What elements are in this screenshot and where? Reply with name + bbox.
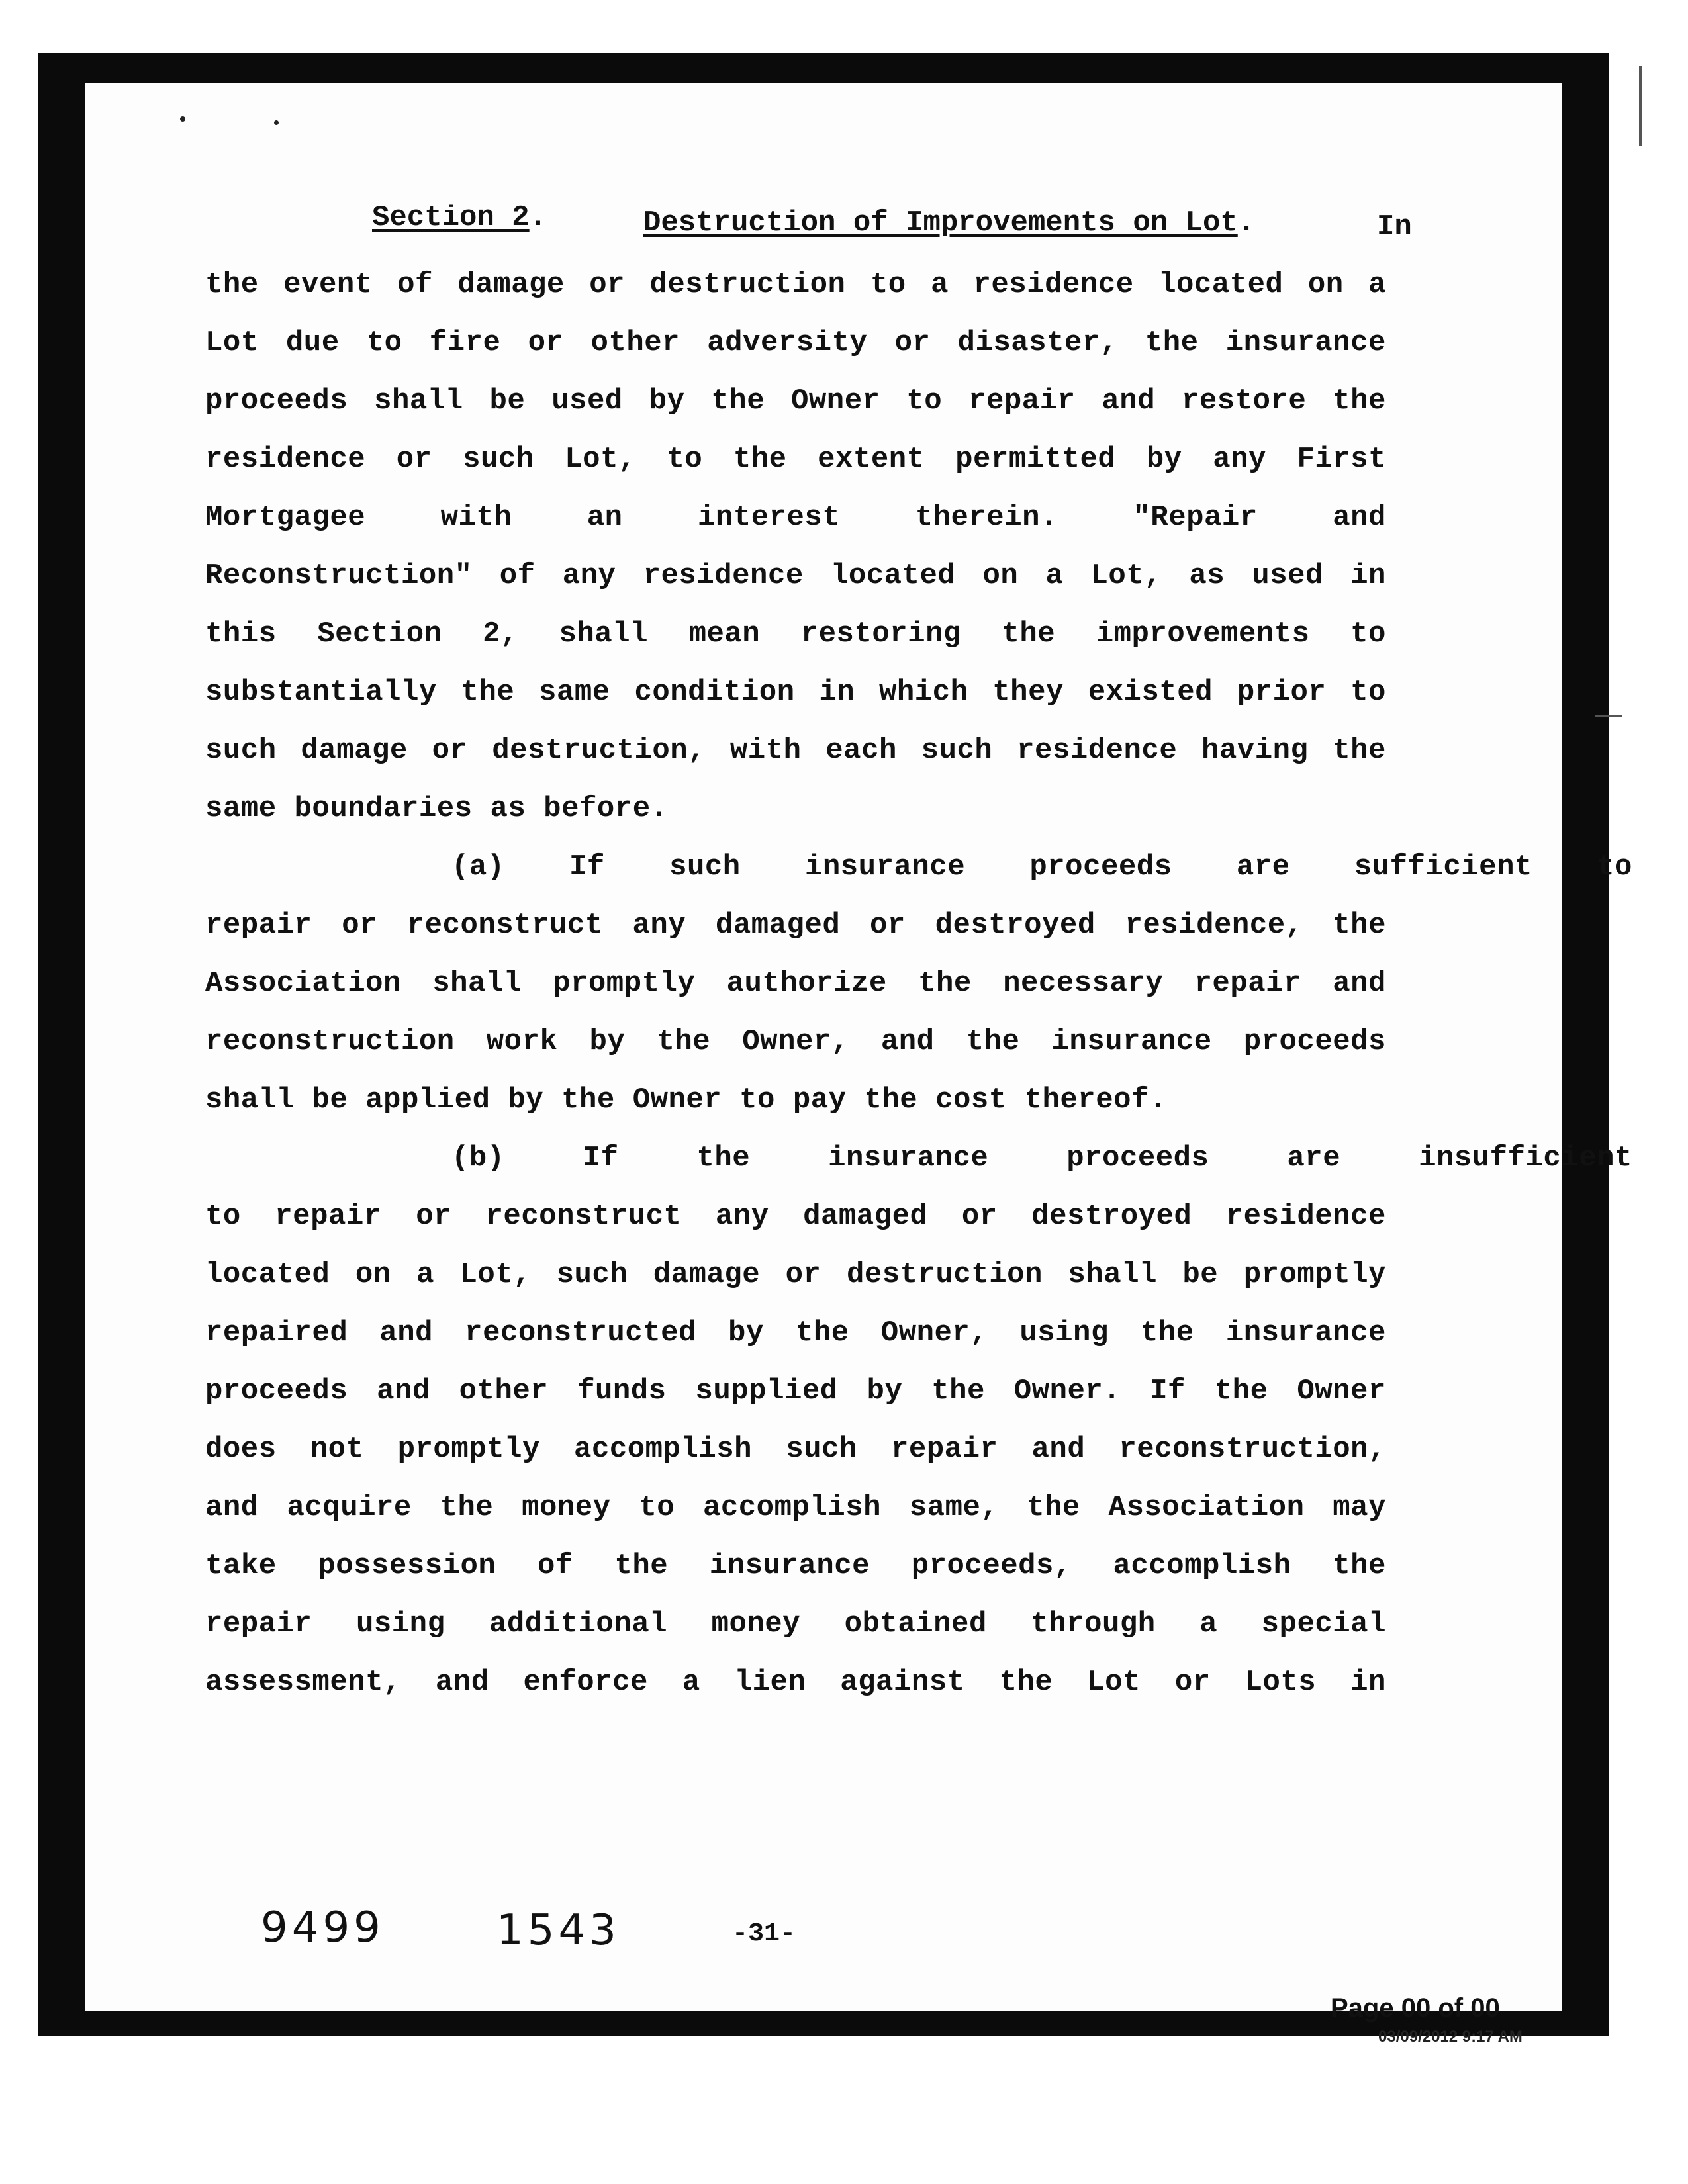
recording-page-number: 1543 [496, 1906, 620, 1955]
text-line: does not promptly accomplish such repair and reconstruction, [205, 1433, 1386, 1466]
text-line: Association shall promptly authorize the necessary repair and [205, 967, 1386, 1000]
section-title [643, 206, 1255, 240]
book-number: 9499 [261, 1903, 385, 1952]
text-line: repair using additional money obtained through a special [205, 1608, 1386, 1641]
section-title-text: Destruction of Improvements on Lot [643, 206, 1238, 240]
text-line: and acquire the money to accomplish same, the Association may [205, 1491, 1386, 1524]
subsection-a-line: (a) If such insurance proceeds are sufficient to [451, 850, 1632, 884]
text-line: residence or such Lot, to the extent permitted by any First [205, 443, 1386, 476]
page-of-label: Page 00 of 00 [1331, 1993, 1500, 2023]
text-line: proceeds and other funds supplied by the Owner. If the Owner [205, 1375, 1386, 1408]
scan-edge-mark [1639, 66, 1642, 146]
text-line: repaired and reconstructed by the Owner, using the insurance [205, 1316, 1386, 1349]
section-title-punct: . [1237, 206, 1256, 240]
page-number: -31- [732, 1919, 796, 1949]
body-text [205, 255, 1632, 1711]
text-line: such damage or destruction, with each such residence having the [205, 734, 1386, 767]
subsection-b-line: (b) If the insurance proceeds are insufficient [451, 1142, 1632, 1175]
text-line: assessment, and enforce a lien against the Lot or Lots in [205, 1666, 1386, 1699]
text-line: Reconstruction" of any residence located on a Lot, as used in [205, 559, 1386, 592]
text-line: Mortgagee with an interest therein. "Repair and [205, 501, 1386, 534]
text-line: substantially the same condition in which they existed prior to [205, 676, 1386, 709]
scan-speck [274, 120, 279, 125]
text-line: take possession of the insurance proceeds, accomplish the [205, 1549, 1386, 1582]
text-line: shall be applied by the Owner to pay the cost thereof. [205, 1083, 1167, 1116]
scan-edge-mark [1595, 715, 1622, 717]
text-line: reconstruction work by the Owner, and the insurance proceeds [205, 1025, 1386, 1058]
text-line: same boundaries as before. [205, 792, 669, 825]
scan-speck [180, 116, 185, 122]
text-line: the event of damage or destruction to a residence located on a [205, 268, 1386, 301]
text-line: proceeds shall be used by the Owner to repair and restore the [205, 385, 1386, 418]
text-line: to repair or reconstruct any damaged or destroyed residence [205, 1200, 1386, 1233]
section-label: Section 2 [372, 201, 530, 234]
text-line: repair or reconstruct any damaged or destroyed residence, the [205, 909, 1386, 942]
section-punct: . [529, 201, 547, 234]
section-heading [372, 201, 547, 234]
section-lead-word: In [1377, 210, 1412, 244]
timestamp: 03/09/2012 9:17 AM [1378, 2028, 1523, 2046]
text-line: Lot due to fire or other adversity or disaster, the insurance [205, 326, 1386, 359]
text-line: this Section 2, shall mean restoring the improvements to [205, 617, 1386, 651]
text-line: located on a Lot, such damage or destruction shall be promptly [205, 1258, 1386, 1291]
